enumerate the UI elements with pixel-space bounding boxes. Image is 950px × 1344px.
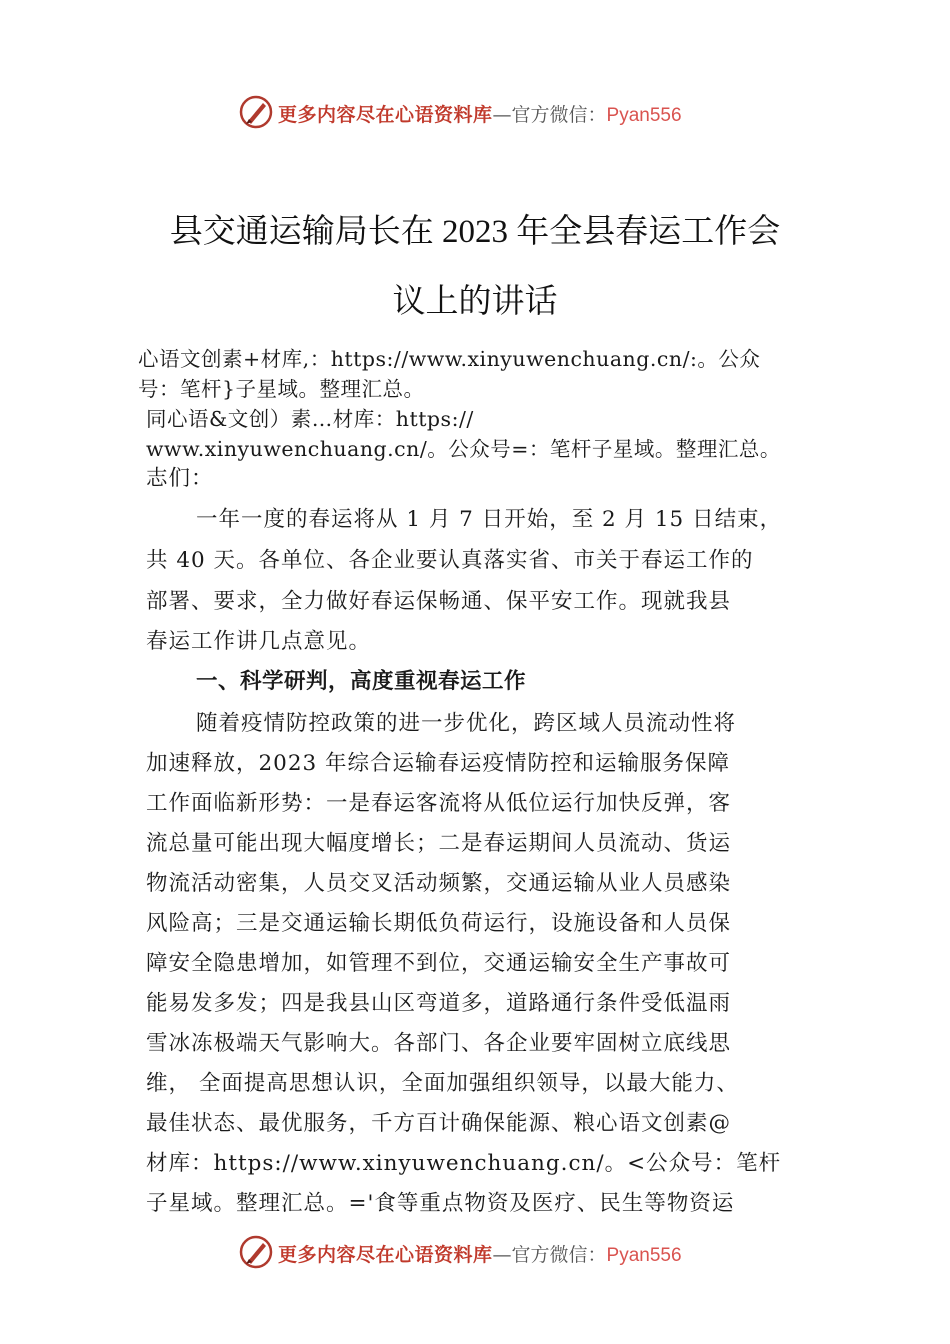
- pen-logo-icon: [238, 94, 274, 130]
- watermark-line: 号：笔杆}子星域。整理汇总。: [138, 377, 425, 401]
- paragraph-line: 子星域。整理汇总。='食等重点物资及医疗、民生等物资运: [146, 1191, 735, 1216]
- paragraph-line: 材库：https://www.xinyuwenchuang.cn/。<公众号：笔杆: [146, 1151, 782, 1176]
- watermark-line: www.xinyuwenchuang.cn/。公众号=：笔杆子星域。整理汇总。: [146, 437, 781, 461]
- paragraph-line: 工作面临新形势：一是春运客流将从低位运行加快反弹，客: [146, 791, 732, 816]
- watermark-line: 心语文创素+材库,：https://www.xinyuwenchuang.cn/:。公众: [138, 347, 761, 371]
- banner-separator: —: [492, 1244, 512, 1266]
- paragraph-line: 春运工作讲几点意见。: [146, 629, 372, 654]
- header-banner: [0, 92, 950, 132]
- section-heading: 一、科学研判，高度重视春运工作: [196, 669, 527, 694]
- paragraph-line: 随着疫情防控政策的进一步优化，跨区域人员流动性将: [196, 711, 737, 736]
- paragraph-line: 障安全隐患增加，如管理不到位，交通运输安全生产事故可: [146, 951, 732, 976]
- banner-wechat-id: Pyan556: [606, 105, 682, 126]
- paragraph-line: 物流活动密集，人员交叉活动频繁，交通运输从业人员感染: [146, 871, 732, 896]
- paragraph-line: 最佳状态、最优服务，千方百计确保能源、粮心语文创素@: [146, 1111, 732, 1136]
- salutation: 志们：: [146, 466, 214, 491]
- paragraph-line: 风险高；三是交通运输长期低负荷运行，设施设备和人员保: [146, 911, 732, 936]
- watermark-line: 同心语&文创）素…材库：https://: [146, 407, 474, 431]
- paragraph-line: 流总量可能出现大幅度增长；二是春运期间人员流动、货运: [146, 831, 732, 856]
- paragraph-line: 维， 全面提高思想认识，全面加强组织领导，以最大能力、: [146, 1071, 739, 1096]
- paragraph-line: 雪冰冻极端天气影响大。各部门、各企业要牢固树立底线思: [146, 1031, 732, 1056]
- banner-wechat-id: Pyan556: [606, 1245, 682, 1266]
- paragraph-line: 加速释放，2023 年综合运输春运疫情防控和运输服务保障: [146, 751, 731, 776]
- paragraph-line: 部署、要求，全力做好春运保畅通、保平安工作。现就我县: [146, 589, 732, 614]
- banner-wechat-label: 官方微信：: [511, 1244, 607, 1266]
- banner-title: 更多内容尽在心语资料库: [278, 104, 493, 126]
- paragraph-line: 能易发多发；四是我县山区弯道多，道路通行条件受低温雨: [146, 991, 732, 1016]
- document-title-line-1: 县交通运输局长在 2023 年全县春运工作会: [169, 214, 781, 250]
- document-title-line-2: 议上的讲话: [392, 284, 558, 320]
- footer-banner: [0, 1232, 950, 1272]
- banner-title: 更多内容尽在心语资料库: [278, 1244, 493, 1266]
- banner-separator: —: [492, 104, 512, 126]
- pen-logo-icon: [238, 1234, 274, 1270]
- banner-wechat-label: 官方微信：: [511, 104, 607, 126]
- paragraph-line: 共 40 天。各单位、各企业要认真落实省、市关于春运工作的: [146, 548, 754, 573]
- paragraph-line: 一年一度的春运将从 1 月 7 日开始，至 2 月 15 日结束，: [196, 507, 783, 532]
